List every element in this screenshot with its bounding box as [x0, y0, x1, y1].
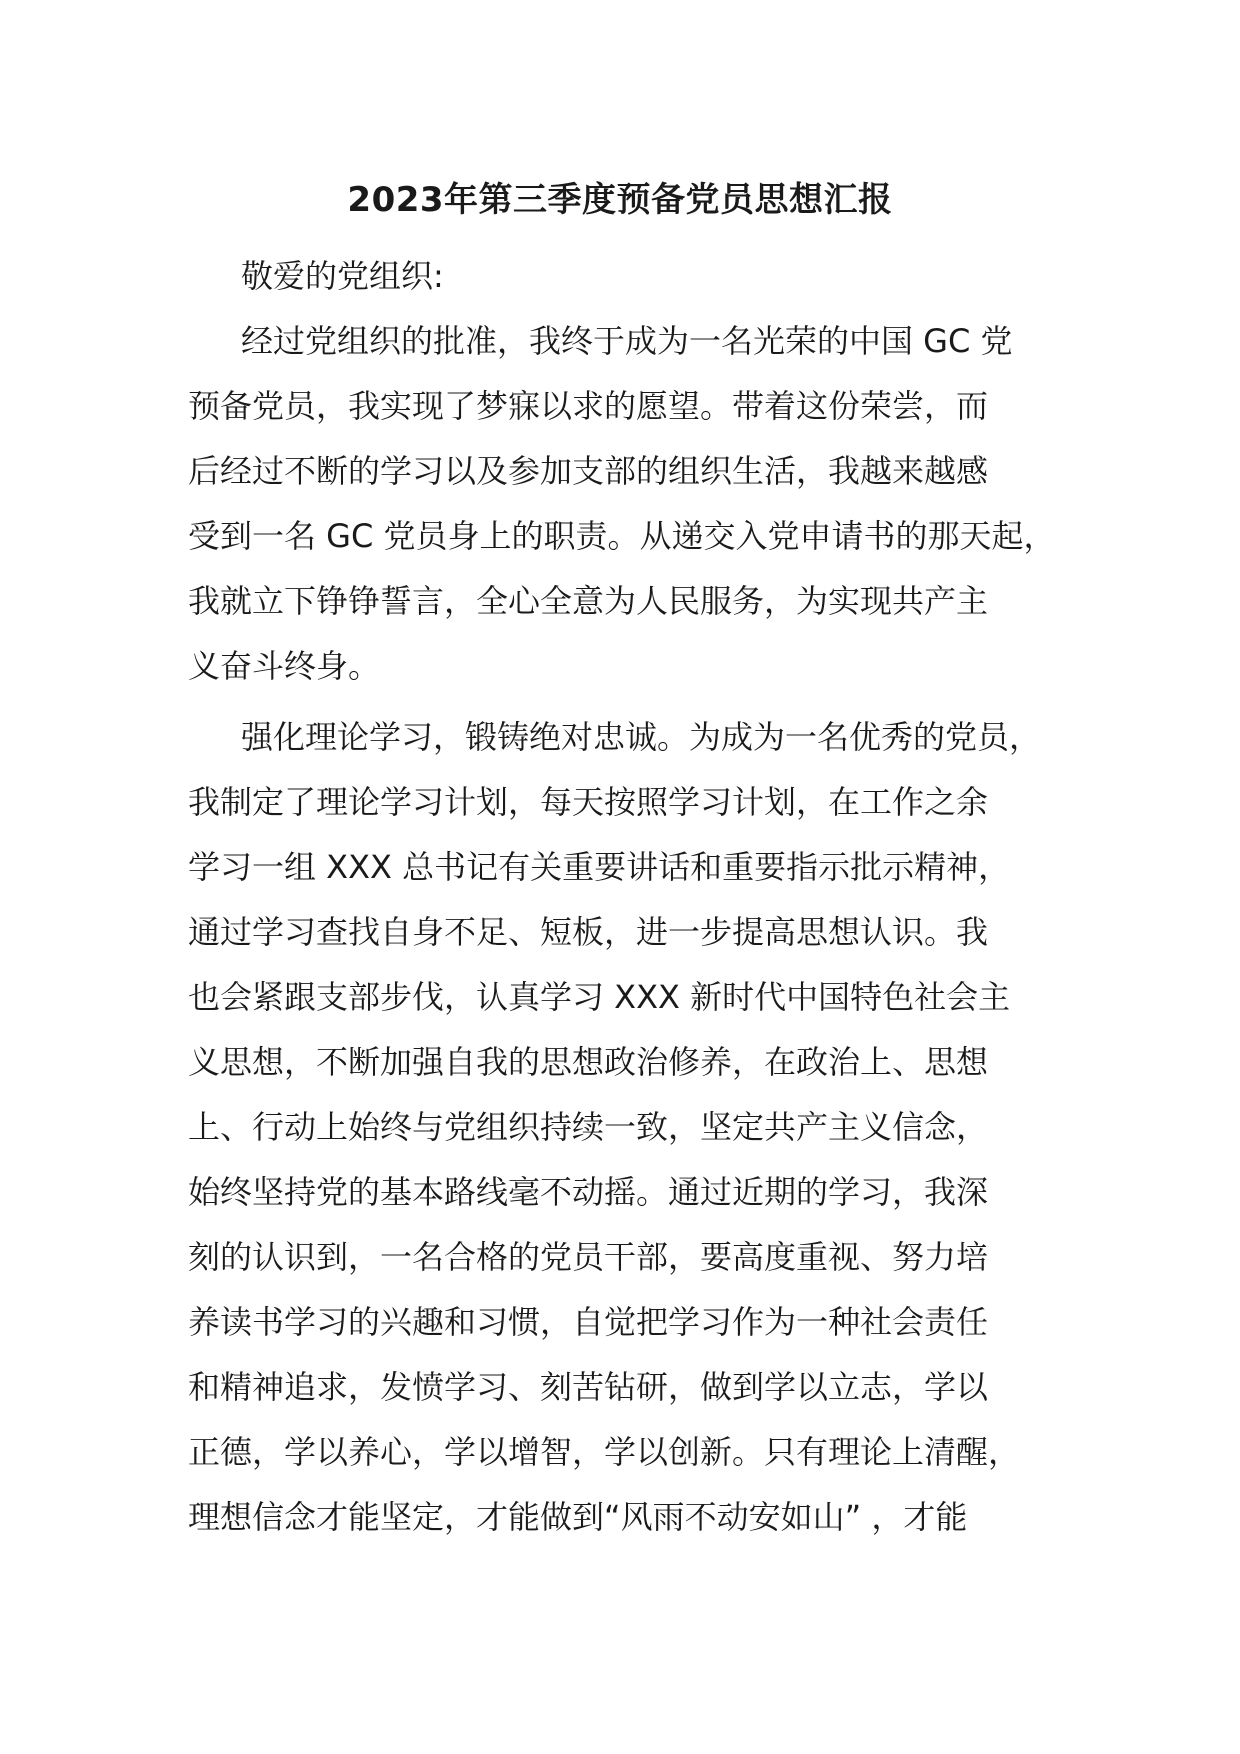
paragraph-line: 受到一名 GC 党员身上的职责。从递交入党申请书的那天起，: [188, 517, 1056, 555]
paragraph-line: 养读书学习的兴趣和习惯，自觉把学习作为一种社会责任: [188, 1303, 989, 1341]
paragraph-line: 刻的认识到，一名合格的党员干部，要高度重视、努力培: [188, 1238, 989, 1276]
paragraph-line: 上、行动上始终与党组织持续一致，坚定共产主义信念，: [188, 1108, 989, 1146]
paragraph-line: 也会紧跟支部步伐，认真学习 XXX 新时代中国特色社会主: [188, 978, 1011, 1016]
paragraph-1: [188, 309, 1088, 699]
paragraph-line: 义思想，不断加强自我的思想政治修养，在政治上、思想: [188, 1043, 989, 1081]
paragraph-line: 我制定了理论学习计划，每天按照学习计划，在工作之余: [188, 783, 989, 821]
paragraph-line: 和精神追求，发愤学习、刻苦钻研，做到学以立志，学以: [188, 1368, 989, 1406]
paragraph-line: 我就立下铮铮誓言，全心全意为人民服务，为实现共产主: [188, 582, 989, 620]
paragraph-line: 正德，学以养心，学以增智，学以创新。只有理论上清醒，: [188, 1433, 1021, 1471]
document-body: [188, 244, 1088, 1550]
paragraph-line: 学习一组 XXX 总书记有关重要讲话和重要指示批示精神，: [188, 848, 1011, 886]
paragraph-line: 理想信念才能坚定，才能做到“风雨不动安如山” ，才能: [188, 1498, 968, 1536]
salutation: 敬爱的党组织:: [241, 257, 444, 295]
paragraph-line: 通过学习查找自身不足、短板，进一步提高思想认识。我: [188, 913, 989, 951]
paragraph-line: 经过党组织的批准，我终于成为一名光荣的中国 GC 党: [241, 322, 1013, 360]
paragraph-line: 后经过不断的学习以及参加支部的组织生活，我越来越感: [188, 452, 989, 490]
paragraph-line: 强化理论学习，锻铸绝对忠诚。为成为一名优秀的党员，: [241, 718, 1042, 756]
paragraph-line: 预备党员，我实现了梦寐以求的愿望。带着这份荣尝，而: [188, 387, 989, 425]
paragraph-2: [188, 705, 1088, 1550]
paragraph-line: 始终坚持党的基本路线毫不动摇。通过近期的学习，我深: [188, 1173, 989, 1211]
paragraph-line: 义奋斗终身。: [188, 647, 381, 685]
document-title: 2023年第三季度预备党员思想汇报: [347, 180, 893, 220]
